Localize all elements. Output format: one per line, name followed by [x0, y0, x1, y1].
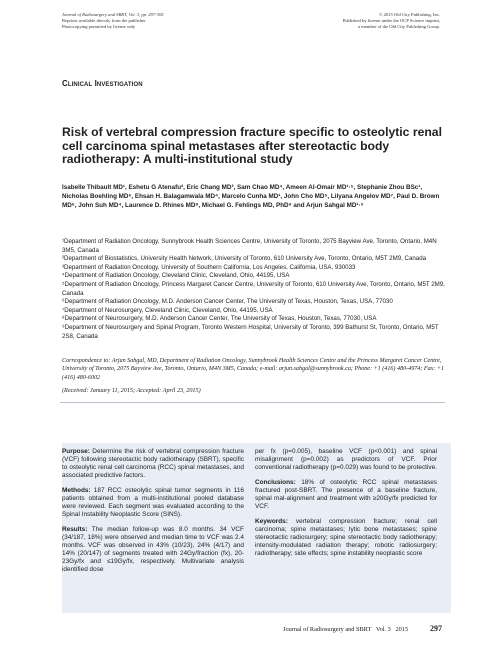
- affiliation-item: ²Department of Biostatistics, University Health Network, University of Toronto, 610 University Ave, Toronto, Ontario, M5T 2M9, Canada: [62, 255, 427, 263]
- article-title: Risk of vertebral compression fracture specific to osteolytic renal cell carcinoma spinal metastases after stereotactic body radiotherapy: A multi-institutional study: [62, 125, 442, 166]
- abstract-right-column: [255, 448, 437, 565]
- copyright-line: © 2015 Old City Publishing, Inc.: [378, 12, 440, 17]
- citation-line: Photocopying permitted by license only: [62, 24, 136, 29]
- results-text: The median follow-up was 8.0 months. 34 VCF (34/187, 18%) were observed and median time to VCF was 2.4 months. VCF was observed in 43% (10/23), 24% (4/17) and 14% (20/147) of segments treated with 24Gy/fraction (fx), 20-23Gy/fx and ≤19Gy/fx, respectively. Multivariate analysis identified dose: [62, 526, 244, 573]
- section-label: Clinical Investigation: [62, 79, 143, 88]
- affiliation-item: ⁸Department of Neurosurgery, M.D. Anderson Cancer Center, The University of Texas, Houston, Texas, 77030, USA: [62, 315, 377, 323]
- footer-journal-name: Journal of Radiosurgery and SBRT Vol. 3 2015: [283, 626, 409, 633]
- received-accepted-dates: (Received: January 11, 2015; Accepted: April 23, 2015): [62, 387, 201, 394]
- page-number: 297: [430, 624, 442, 633]
- purpose-label: Purpose:: [62, 448, 90, 455]
- copyright-line: a member of the Old City Publishing Group.: [358, 24, 440, 29]
- citation-line: Reprints available directly from the publisher: [62, 18, 146, 23]
- abstract-results: [62, 526, 244, 574]
- abstract-results-continued: per fx (p=0.005), baseline VCF (p<0.001) and spinal misalignment (p=0.002) as predictors of VCF. Prior conventional radiotherapy (p=0.029) was found to be protective.: [255, 448, 437, 471]
- affiliation-item: ⁷Department of Neurosurgery, Cleveland Clinic, Cleveland, Ohio, 44195, USA: [62, 306, 273, 314]
- abstract-left-column: [62, 448, 244, 581]
- citation-line: Journal of Radiosurgery and SBRT, Vol. 3, pp. 297-305: [62, 12, 164, 17]
- keywords-label: Keywords:: [255, 518, 288, 525]
- methods-label: Methods:: [62, 487, 91, 494]
- affiliation-list: [62, 238, 447, 341]
- correspondence-note: Correspondence to: Arjun Sahgal, MD, Department of Radiation Oncology, Sunnybrook Health Sciences Centre and the Princess Margaret Cancer Centre, University of Toronto, 2075 Bayview Ave, Toronto, Ontario, M4N 3M5, Canada; e-mail: arjun.sahgal@sunnybrook.ca; Phone: +1 (416) 480-4974; Fax: +1 (416) 480-6002: [62, 358, 445, 381]
- publisher-copyright-header: [240, 12, 440, 30]
- copyright-line: Published by license under the OCP Science imprint,: [342, 18, 440, 23]
- author-list: Isabelle Thibault MD¹, Eshetu G Atenafu², Eric Chang MD³, Sam Chao MD⁴, Ameen Al-Omair MD¹·⁵, Stephanie Zhou BSc¹, Nicholas Boehling MD⁶, Ehsan H. Balagamwala MD⁴, Marcelo Cunha MD¹, John Cho MD⁵, Lilyana Angelov MD⁷, Paul D. Brown MD⁶, John Suh MD⁴, Laurence D. Rhines MD⁸, Michael G. Fehlings MD, PhD⁹ and Arjun Sahgal MD¹·⁵: [62, 184, 440, 210]
- abstract-purpose: [62, 448, 244, 480]
- conclusions-label: Conclusions:: [255, 479, 296, 486]
- affiliation-item: ³Department of Radiation Oncology, University of Southern California, Los Angeles, California, USA, 930033: [62, 263, 356, 271]
- affiliation-item: ⁴Department of Radiation Oncology, Cleveland Clinic, Cleveland, Ohio, 44195, USA: [62, 272, 290, 280]
- keywords-text: vertebral compression fracture; renal cell carcinoma; spine metastases; lytic bone metastases; spine stereotactic radiosurgery; spine stereotactic body radiotherapy; intensity-modulated radiation therapy; robotic radiosurgery; radiotherapy; side effects; spine instability neoplastic score: [255, 518, 438, 557]
- purpose-text: Determine the risk of vertebral compression fracture (VCF) following stereotactic body radiotherapy (SBRT), specific to osteolytic renal cell carcinoma (RCC) spinal metastases, and associated predictive factors.: [62, 448, 244, 479]
- conclusions-text: 18% of osteolytic RCC spinal metastases fractured post-SBRT. The presence of a baseline fracture, spinal mal-alignment and treatment with ≥20Gy/fx predicted for VCF.: [255, 479, 437, 510]
- abstract-conclusions: [255, 479, 437, 511]
- affiliation-item: ⁶Department of Radiation Oncology, M.D. Anderson Cancer Center, The University of Texas, Houston, Texas, USA, 77030: [62, 298, 393, 306]
- abstract-methods: [62, 487, 244, 519]
- methods-text: 187 RCC osteolytic spinal tumor segments in 116 patients obtained from a multi-institutional pooled database were reviewed. Each segment was evaluated according to the Spinal Instability Neoplastic Score (SINS).: [62, 487, 245, 518]
- section-divider: [60, 402, 445, 403]
- affiliation-item: ⁹Department of Neurosurgery and Spinal Program, Toronto Western Hospital, University of Toronto, 399 Bathurst St, Toronto, Ontario, M5T 2S8, Canada: [62, 323, 439, 340]
- abstract-keywords: [255, 518, 437, 558]
- affiliation-item: ⁵Department of Radiation Oncology, Princess Margaret Cancer Centre, University of Toronto, 610 University Ave, Toronto, Ontario, M5T 2M9, Canada: [62, 280, 445, 297]
- affiliation-item: ¹Department of Radiation Oncology, Sunnybrook Health Sciences Centre, University of Toronto, 2075 Bayview Ave, Toronto, Ontario, M4N 3M5, Canada: [62, 238, 437, 254]
- results-label: Results:: [62, 526, 88, 533]
